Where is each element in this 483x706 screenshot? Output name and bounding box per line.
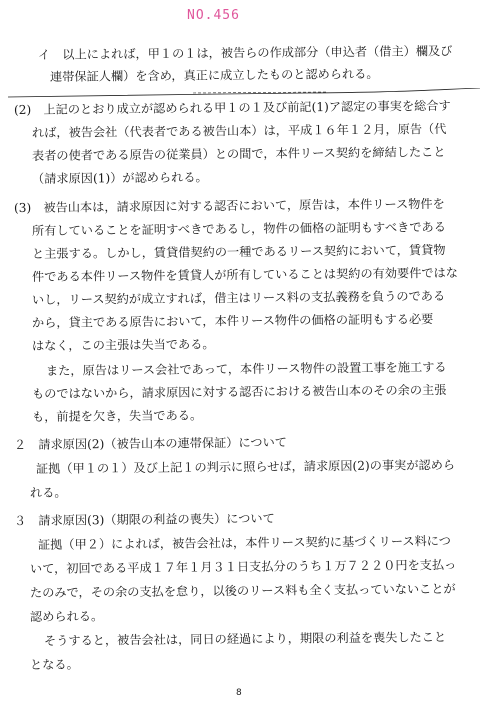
text-line: から，貸主である原告において，本件リース物件の価格の証明もする必要 xyxy=(31,312,434,330)
document-number-stamp: NO.456 xyxy=(187,8,240,23)
text-line: いし，リース契約が成立すれば，借主はリース料の支払義務を負うのである xyxy=(31,289,446,307)
text-line: れる。 xyxy=(29,485,67,500)
text-line: たのみで，その余の支払を怠り，以後のリース料も全く支払っていないことが xyxy=(29,581,456,600)
section-heading: ２ 請求原因(2)（被告山本の連帯保証）について xyxy=(13,435,288,452)
text-line: ものではないから，請求原因に対する認否における被告山本のその余の主張 xyxy=(31,383,447,401)
text-line: イ 以上によれば，甲１の１は，被告らの作成部分（申込者（借主）欄及び xyxy=(37,44,453,62)
text-line: いて，初回である平成１７年１月３１日支払分のうち１万７２２０円を支払っ xyxy=(29,557,457,576)
page-number: 8 xyxy=(236,688,242,698)
text-line: となる。 xyxy=(29,657,79,672)
text-line: 証拠（甲２）によれば，被告会社は，本件リース契約に基づくリース料につ xyxy=(37,534,451,552)
text-line: そうすると，被告会社は，同日の経過により，期限の利益を喪失したこと xyxy=(43,630,447,648)
text-line: 表者の使者である原告の従業員）との間で，本件リース契約を締結したこと xyxy=(31,145,446,163)
text-line: また，原告はリース会社であって，本件リース物件の設置工事を施工する xyxy=(45,360,447,378)
text-line: 件である本件リース物件を賃貸人が所有していることは契約の有効要件ではな xyxy=(31,265,459,284)
text-line: 証拠（甲１の１）及び上記１の判示に照らせば，請求原因(2)の事実が認めら xyxy=(35,457,456,476)
text-line: 連帯保証人欄）を含め，真正に成立したものと認められる。 xyxy=(49,66,379,84)
handwritten-rule-line xyxy=(8,88,480,100)
text-line: (2) 上記のとおり成立が認められる甲１の１及び前記(1)ア認定の事実を総合す xyxy=(13,98,451,117)
text-line: 所有していることを証明すべきであるし，物件の価格の証明もすべきである xyxy=(31,220,446,238)
text-line: (3) 被告山本は，請求原因に対する認否において，原告は，本件リース物件を xyxy=(13,196,445,215)
text-line: と主張する。しかし，賃貸借契約の一種であるリース契約において，賃貸物 xyxy=(31,243,446,261)
text-line: （請求原因(1)）が認められる。 xyxy=(31,170,208,186)
section-heading: ３ 請求原因(3)（期限の利益の喪失）について xyxy=(13,511,275,528)
text-line: も，前提を欠き，失当である。 xyxy=(31,408,203,424)
text-line: はなく，この主張は失当である。 xyxy=(31,337,215,353)
text-line: 認められる。 xyxy=(29,609,104,624)
text-line: れば，被告会社（代表者である被告山本）は，平成１６年１２月，原告（代 xyxy=(31,122,447,140)
